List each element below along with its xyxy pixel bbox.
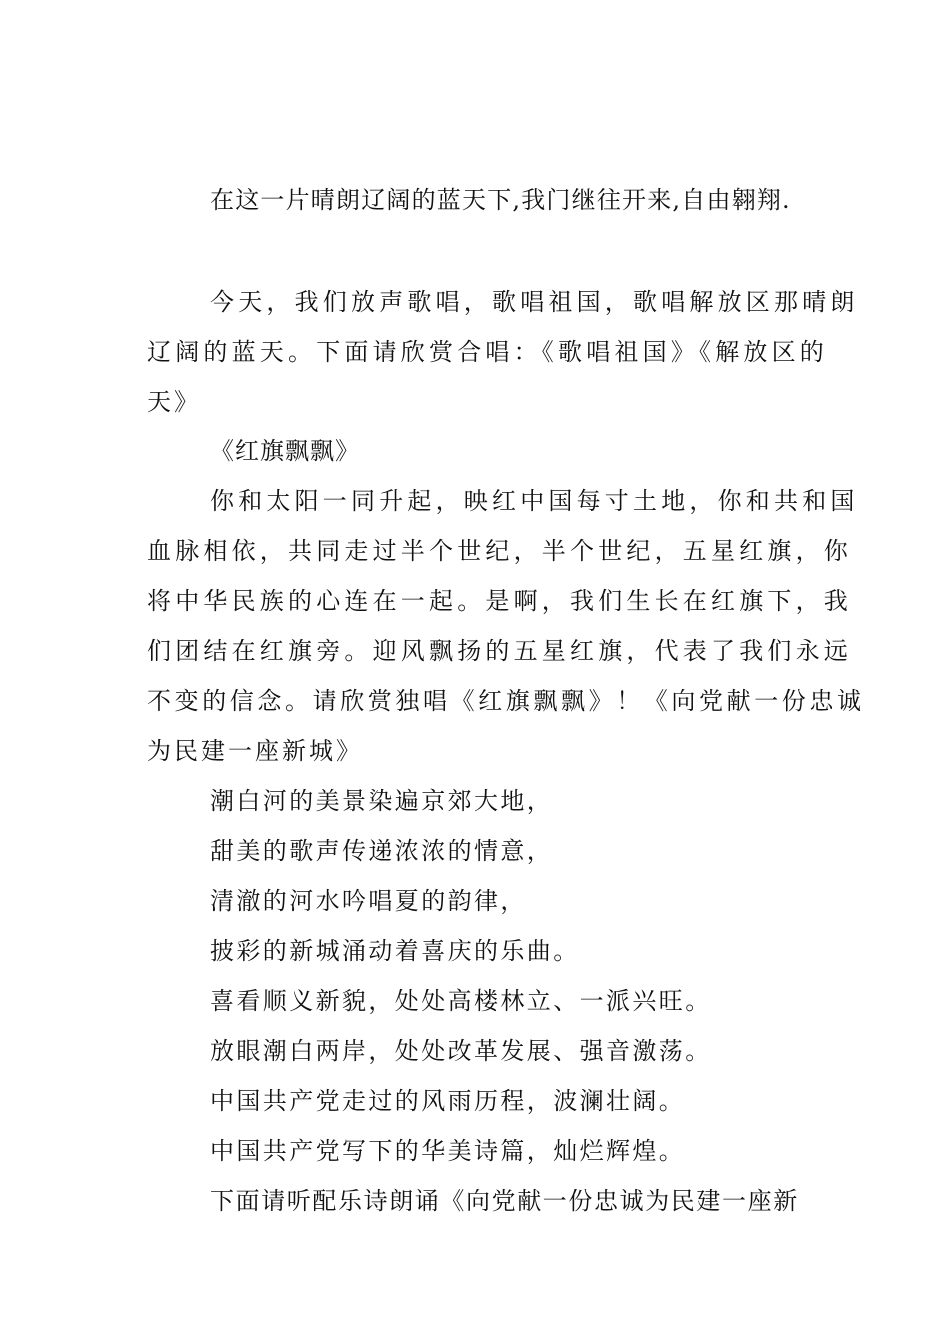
poem-line: 放眼潮白两岸，处处改革发展、强音激荡。 (210, 1037, 712, 1065)
poem-line: 清澈的河水吟唱夏的韵律， (210, 887, 527, 915)
text-line: 天》 (147, 388, 201, 416)
text-line: 下面请听配乐诗朗诵《向党献一份忠诚为民建一座新 (210, 1187, 799, 1215)
text-line: 不变的信念。请欣赏独唱《红旗飘飘》！《向党献一份忠诚 (147, 687, 865, 715)
text-line: 将中华民族的心连在一起。是啊，我们生长在红旗下，我 (147, 587, 852, 615)
text-line: 今天，我们放声歌唱，歌唱祖国，歌唱解放区那晴朗 (210, 288, 859, 316)
text-line: 在这一片晴朗辽阔的蓝天下,我门继往开来,自由翱翔. (210, 186, 791, 214)
text-line: 们团结在红旗旁。迎风飘扬的五星红旗，代表了我们永远 (147, 637, 852, 665)
poem-line: 披彩的新城涌动着喜庆的乐曲。 (210, 937, 580, 965)
poem-line: 喜看顺义新貌，处处高楼林立、一派兴旺。 (210, 987, 712, 1015)
section-heading: 《红旗飘飘》 (210, 437, 360, 465)
poem-line: 中国共产党写下的华美诗篇，灿烂辉煌。 (210, 1137, 686, 1165)
poem-line: 甜美的歌声传递浓浓的情意， (210, 837, 554, 865)
poem-line: 潮白河的美景染遍京郊大地， (210, 787, 554, 815)
text-line: 为民建一座新城》 (147, 737, 363, 765)
poem-line: 中国共产党走过的风雨历程，波澜壮阔。 (210, 1087, 686, 1115)
text-line: 血脉相依，共同走过半个世纪，半个世纪，五星红旗，你 (147, 537, 852, 565)
text-line: 你和太阳一同升起，映红中国每寸土地，你和共和国 (210, 487, 859, 515)
text-line: 辽阔的蓝天。下面请欣赏合唱：《歌唱祖国》《解放区的 (147, 338, 828, 366)
